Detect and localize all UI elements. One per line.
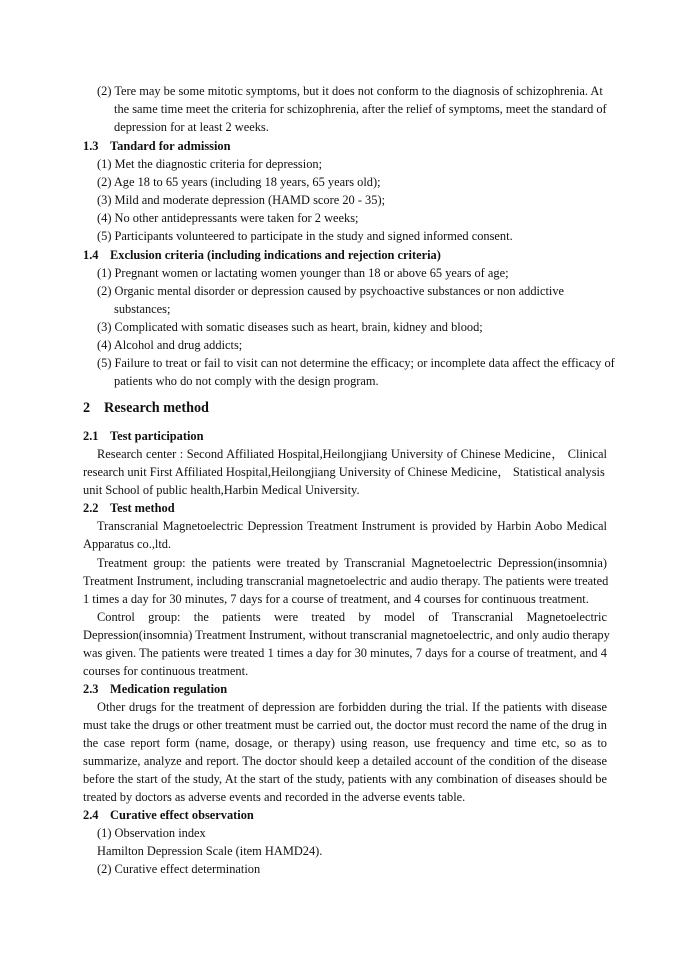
paragraph-line: Research center : Second Affiliated Hospital,Heilongjiang University of Chinese Medicine， Clinical xyxy=(97,447,607,461)
paragraph-line: must take the drugs or other treatment must be carried out, the doctor must record the name of the drug in xyxy=(83,718,607,732)
paragraph-line: courses for continuous treatment. xyxy=(83,664,249,678)
section-heading-2: 2 Research method xyxy=(83,400,209,416)
paragraph-line: Treatment Instrument, including transcranial magnetoelectric and audio therapy. The patients were treated xyxy=(83,574,609,588)
paragraph-line: Apparatus co.,ltd. xyxy=(83,537,172,551)
list-item: (3) Complicated with somatic diseases such as heart, brain, kidney and blood; xyxy=(97,320,483,334)
list-item: (5) Participants volunteered to participate in the study and signed informed consent. xyxy=(97,229,513,243)
paragraph-line: Transcranial Magnetoelectric Depression Treatment Instrument is provided by Harbin Aobo Medical xyxy=(97,519,607,533)
section-heading-2-4: 2.4 Curative effect observation xyxy=(83,808,254,822)
paragraph-line: Control group: the patients were treated by model of Transcranial Magnetoelectric xyxy=(97,610,607,624)
paragraph-line: before the start of the study, At the start of the study, patients with any combination of diseases should be xyxy=(83,772,607,786)
list-item: (2) Age 18 to 65 years (including 18 years, 65 years old); xyxy=(97,175,381,189)
list-item-continuation: depression for at least 2 weeks. xyxy=(114,120,269,134)
section-heading-2-2: 2.2 Test method xyxy=(83,501,175,515)
list-item: (4) No other antidepressants were taken for 2 weeks; xyxy=(97,211,359,225)
paragraph-line: Hamilton Depression Scale (item HAMD24). xyxy=(97,844,323,858)
paragraph-line: was given. The patients were treated 1 times a day for 30 minutes, 7 days for a course of treatment, and 4 xyxy=(83,646,607,660)
list-item: (2) Tere may be some mitotic symptoms, but it does not conform to the diagnosis of schizophrenia. At xyxy=(97,84,603,98)
section-heading-1-4: 1.4 Exclusion criteria (including indications and rejection criteria) xyxy=(83,248,441,262)
section-heading-2-1: 2.1 Test participation xyxy=(83,429,204,443)
list-item: (1) Observation index xyxy=(97,826,206,840)
list-item: (1) Pregnant women or lactating women younger than 18 or above 65 years of age; xyxy=(97,266,509,280)
list-item-continuation: the same time meet the criteria for schizophrenia, after the relief of symptoms, meet the standard of xyxy=(114,102,607,116)
paragraph-line: treated by doctors as adverse events and recorded in the adverse events table. xyxy=(83,790,466,804)
paragraph-line: 1 times a day for 30 minutes, 7 days for a course of treatment, and 4 courses for continuous treatment. xyxy=(83,592,589,606)
paragraph-line: Depression(insomnia) Treatment Instrument, without transcranial magnetoelectric, and only audio therapy xyxy=(83,628,610,642)
list-item: (1) Met the diagnostic criteria for depression; xyxy=(97,157,323,171)
list-item: (3) Mild and moderate depression (HAMD score 20 - 35); xyxy=(97,193,386,207)
list-item: (4) Alcohol and drug addicts; xyxy=(97,338,243,352)
list-item: (2) Curative effect determination xyxy=(97,862,261,876)
section-heading-2-3: 2.3 Medication regulation xyxy=(83,682,228,696)
list-item-continuation: patients who do not comply with the design program. xyxy=(114,374,379,388)
paragraph-line: the case report form (name, dosage, or therapy) using reason, use frequency and time etc, so as to xyxy=(83,736,607,750)
list-item: (5) Failure to treat or fail to visit can not determine the efficacy; or incomplete data affect the efficacy of xyxy=(97,356,615,370)
paragraph-line: research unit First Affiliated Hospital,Heilongjiang University of Chinese Medicine， Statistical analysis xyxy=(83,465,605,479)
paragraph-line: Treatment group: the patients were treated by Transcranial Magnetoelectric Depression(insomnia) xyxy=(97,556,607,570)
section-heading-1-3: 1.3 Tandard for admission xyxy=(83,139,231,153)
list-item-continuation: substances; xyxy=(114,302,171,316)
paragraph-line: Other drugs for the treatment of depression are forbidden during the trial. If the patients with disease xyxy=(97,700,607,714)
paragraph-line: unit School of public health,Harbin Medical University. xyxy=(83,483,360,497)
paragraph-line: summarize, analyze and report. The doctor should keep a detailed account of the condition of the disease xyxy=(83,754,607,768)
list-item: (2) Organic mental disorder or depression caused by psychoactive substances or non addictive xyxy=(97,284,565,298)
